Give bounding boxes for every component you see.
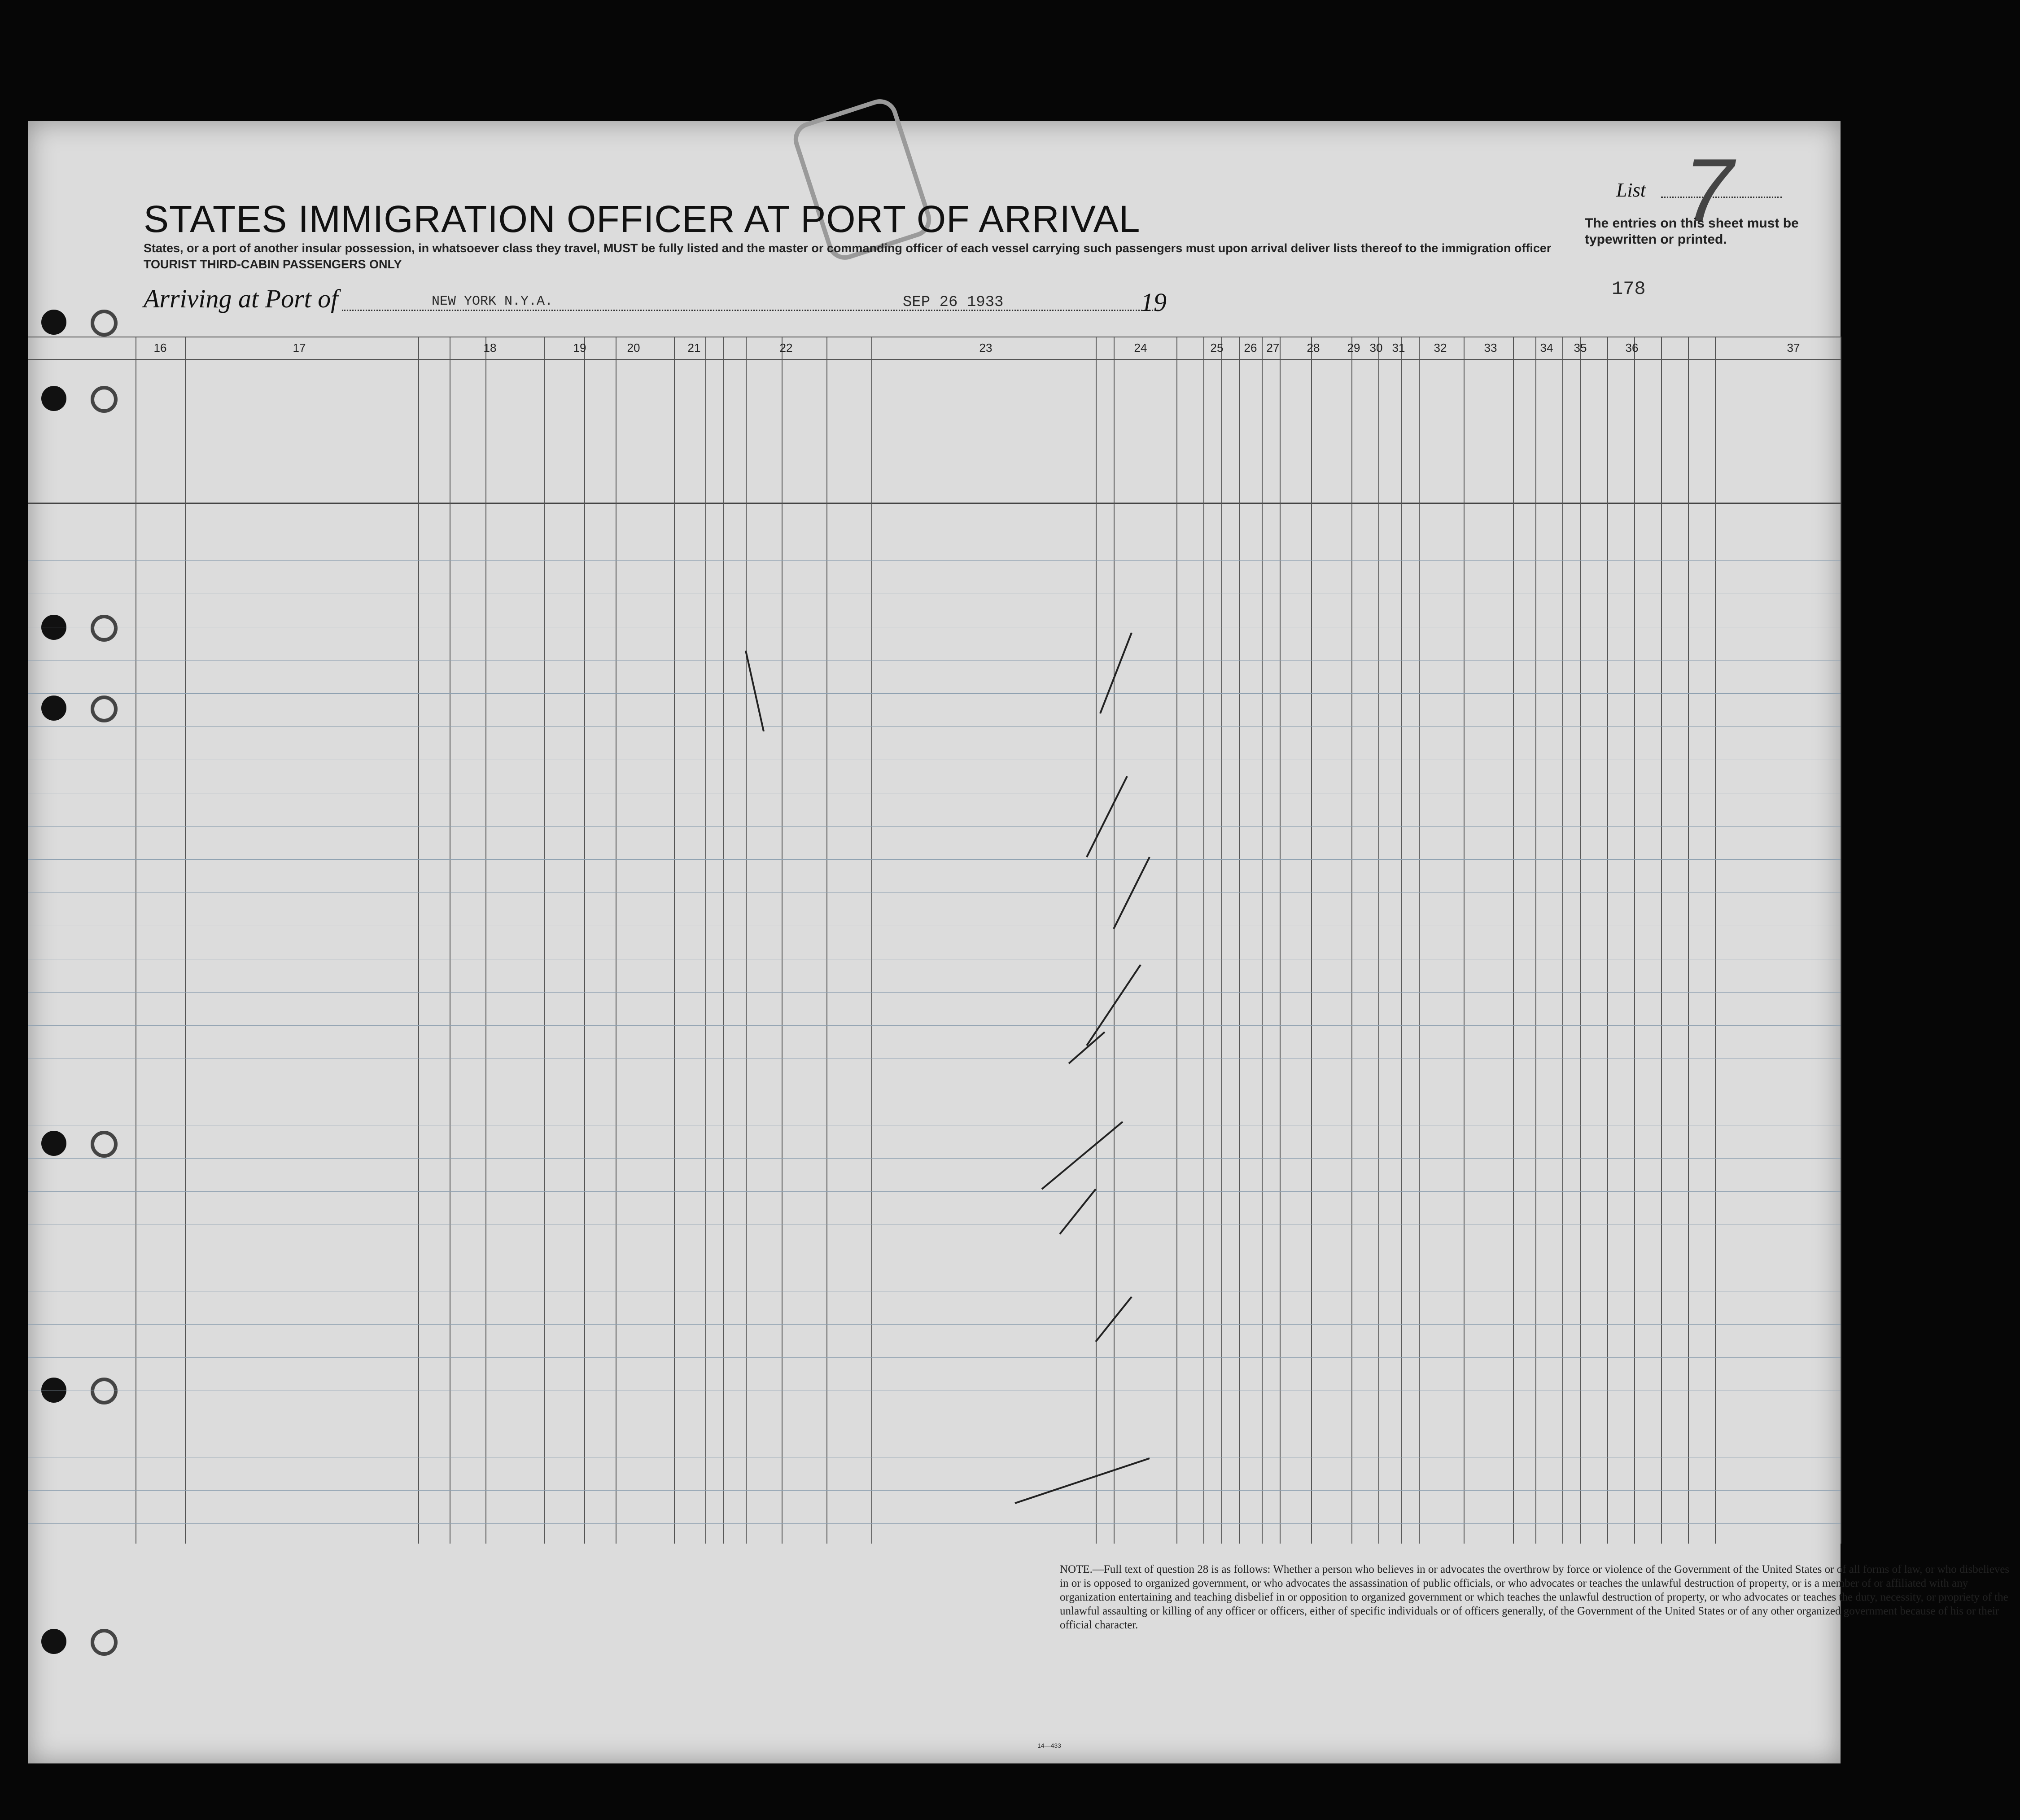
column-number-27: 27 [1266,341,1280,354]
footnote-question-28: NOTE.—Full text of question 28 is as follows: Whether a person who believes in or advocates the overthrow by force or violence of the Government of the United States or of all forms of law, or who disbelieves in or is opposed to organized government, or who advocates the assassination of public officials, or who advocates or teaches the unlawful destruction of property, or is a member of or affiliated with any organization entertaining and teaching disbelief in or opposition to organized government or which teaches the unlawful destruction of property, or who advocates or teaches the duty, necessity, or propriety of the unlawful assaulting or killing of any officer or officers, either of specific individuals or of officers generally, of the Government of the United States or of any other organized government because of his or their official character. [1060,1563,2010,1631]
pencil-tick-marks [28,121,1841,1763]
column-number-21: 21 [687,341,701,354]
entries-note: The entries on this sheet must be typewritten or printed. [1585,216,1799,247]
pencil-tick [1114,857,1150,929]
column-number-23: 23 [979,341,993,354]
form-number: 14—433 [1037,1742,1061,1749]
column-number-18: 18 [483,341,497,354]
column-number-31: 31 [1392,341,1405,354]
port-of-arrival: NEW YORK N.Y.A. [432,294,553,309]
pencil-tick [1087,776,1127,857]
pencil-tick [1096,1297,1132,1342]
pencil-tick [1087,965,1141,1046]
pencil-tick [746,651,764,731]
pencil-tick [1100,633,1132,713]
form-instructions: States, or a port of another insular possession, in whatsoever class they travel, MUST be fully listed and the master or commanding officer of each vessel carrying such passengers must upon arrival deliver lists thereof to the immigration officer [144,241,1552,255]
column-number-20: 20 [627,341,640,354]
passenger-class: TOURIST THIRD-CABIN PASSENGERS ONLY [144,258,402,271]
column-number-29: 29 [1347,341,1360,354]
year-label: 19 [1141,288,1167,317]
column-number-30: 30 [1369,341,1383,354]
column-number-25: 25 [1210,341,1224,354]
manifest-sheet [28,121,2010,1763]
arriving-label: Arriving at Port of [144,284,338,313]
column-number-19: 19 [573,341,586,354]
column-number-26: 26 [1244,341,1257,354]
pencil-tick [1060,1189,1096,1234]
column-number-22: 22 [779,341,793,354]
column-number-24: 24 [1134,341,1147,354]
sheet-number: 178 [1612,278,1646,300]
arrival-date: SEP 26 1933 [903,294,1004,311]
column-number-33: 33 [1484,341,1497,354]
column-number-34: 34 [1540,341,1553,354]
list-number: 7 [1683,140,1734,241]
pencil-tick [1015,1458,1150,1503]
pencil-tick [1042,1122,1123,1189]
column-number-37: 37 [1787,341,1800,354]
column-number-36: 36 [1625,341,1639,354]
column-number-32: 32 [1434,341,1447,354]
column-number-17: 17 [293,341,306,354]
form-title: STATES IMMIGRATION OFFICER AT PORT OF ARRIVAL [144,198,1141,240]
list-label: List [1616,179,1646,201]
column-number-16: 16 [153,341,167,354]
pencil-tick [1069,1032,1105,1063]
column-number-35: 35 [1574,341,1587,354]
column-number-28: 28 [1307,341,1320,354]
